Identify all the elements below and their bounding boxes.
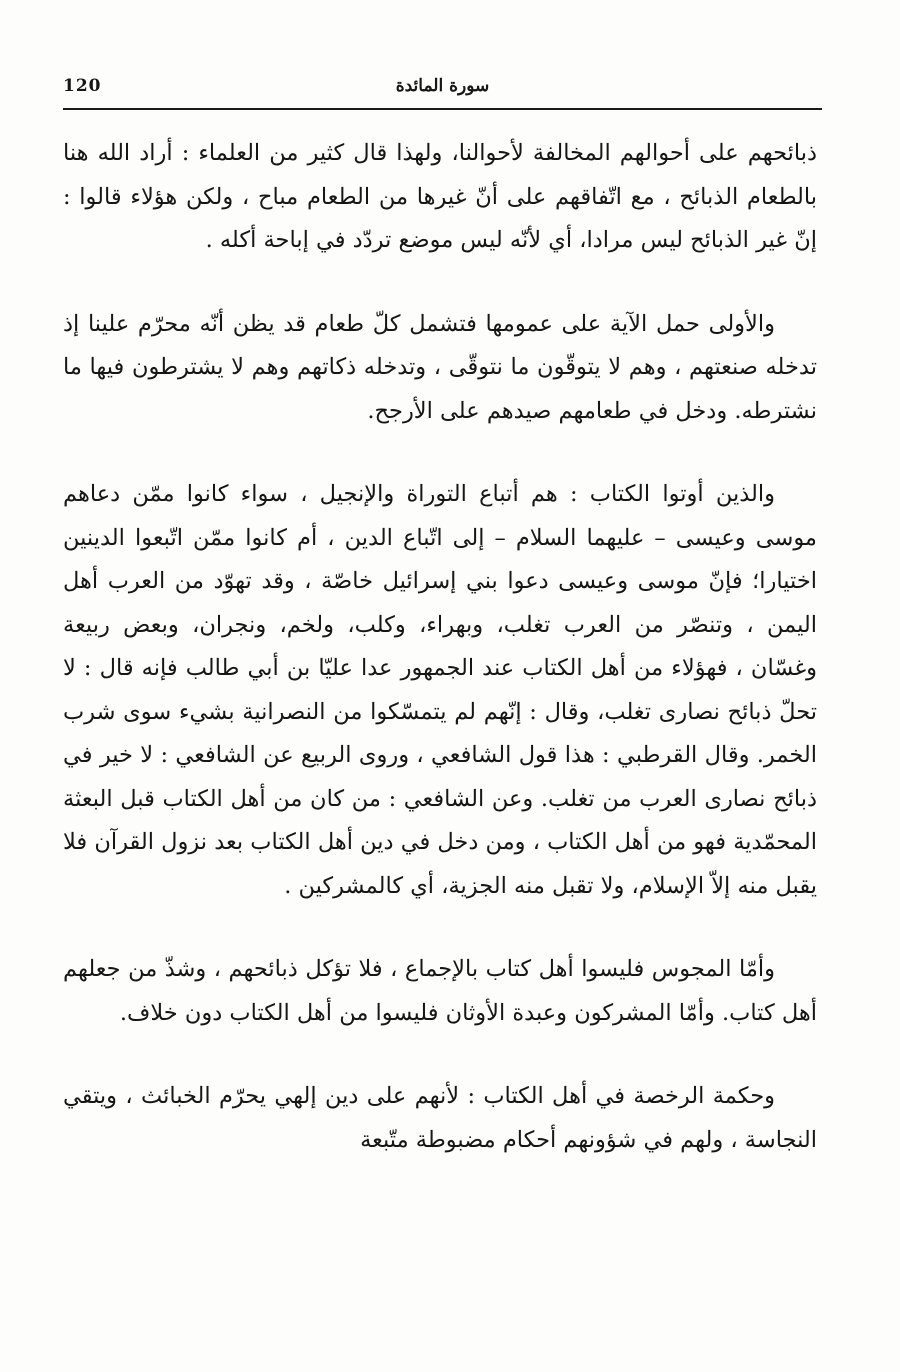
paragraph-1: ذبائحهم على أحوالهم المخالفة لأحوالنا، ولهذا قال كثير من العلماء : أراد الله هنا بالطعام الذبائح ، مع اتّفاقهم على أنّ غيرها من الطعام مباح ، ولكن هؤلاء قالوا : إنّ غير الذبائح ليس مرادا، أي لأنّه ليس موضع تردّد في إباحة أكله . bbox=[63, 140, 817, 253]
page-header bbox=[63, 76, 822, 106]
paragraph-4: وأمّا المجوس فليسوا أهل كتاب بالإجماع ، فلا تؤكل ذبائحهم ، وشذّ من جعلهم أهل كتاب. وأمّا المشركون وعبدة الأوثان فليسوا من أهل الكتاب دون خلاف. bbox=[63, 956, 817, 1026]
page-body bbox=[63, 132, 817, 1202]
paragraph-3: والذين أوتوا الكتاب : هم أتباع التوراة والإنجيل ، سواء كانوا ممّن دعاهم موسى وعيسى – عليهما السلام – إلى اتّباع الدين ، أم كانوا ممّن اتّبعوا الدينين اختيارا؛ فإنّ موسى وعيسى دعوا بني إسرائيل خاصّة ، وقد تهوّد من العرب أهل اليمن ، وتنصّر من العرب تغلب، وبهراء، وكلب، ولخم، ونجران، وبعض ربيعة وغسّان ، فهؤلاء من أهل الكتاب عند الجمهور عدا عليّا بن أبي طالب فإنه قال : لا تحلّ ذبائح نصارى تغلب، وقال : إنّهم لم يتمسّكوا من النصرانية بشيء سوى شرب الخمر. وقال القرطبي : هذا قول الشافعي ، وروى الربيع عن الشافعي : لا خير في ذبائح نصارى العرب من تغلب. وعن الشافعي : من كان من أهل الكتاب قبل البعثة المحمّدية فهو من أهل الكتاب ، ومن دخل في دين أهل الكتاب بعد نزول القرآن فلا يقبل منه إلاّ الإسلام، ولا تقبل منه الجزية، أي كالمشركين . bbox=[63, 481, 817, 899]
page-number: 120 bbox=[63, 76, 102, 96]
paragraph-5: وحكمة الرخصة في أهل الكتاب : لأنهم على دين إلهي يحرّم الخبائث ، ويتقي النجاسة ، ولهم في شؤونهم أحكام مضبوطة متّبعة bbox=[63, 1083, 817, 1153]
surah-title: سورة المائدة bbox=[395, 76, 490, 96]
header-divider bbox=[63, 108, 822, 110]
paragraph-2: والأولى حمل الآية على عمومها فتشمل كلّ طعام قد يظن أنّه محرّم علينا إذ تدخله صنعتهم ، وهم لا يتوقّون ما نتوقّى ، وتدخله ذكاتهم وهم لا يشترطون فيها ما نشترطه. ودخل في طعامهم صيدهم على الأرجح. bbox=[63, 310, 817, 424]
